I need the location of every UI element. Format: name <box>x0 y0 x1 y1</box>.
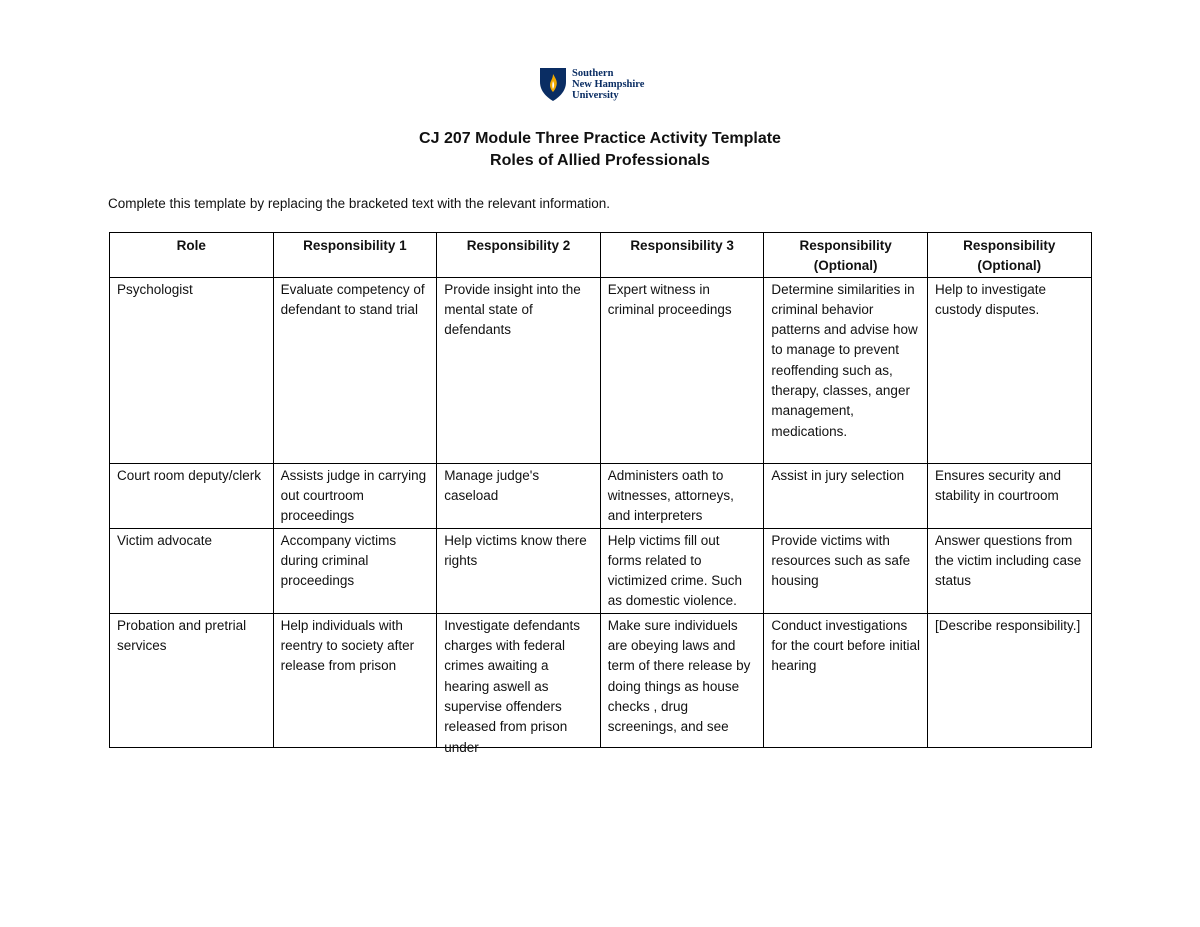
table-cell[interactable] <box>600 613 764 747</box>
table-cell[interactable] <box>273 613 437 747</box>
header-responsibility-optional-2: Responsibility (Optional) <box>927 233 1091 278</box>
table-cell[interactable]: Provide insight into the mental state of defendants <box>437 277 601 463</box>
table-row <box>110 528 1092 613</box>
table-cell[interactable] <box>927 613 1091 747</box>
table-cell[interactable]: Help victims know there rights <box>437 528 601 613</box>
table-cell[interactable]: Assist in jury selection <box>764 463 928 528</box>
table-cell[interactable] <box>110 613 274 747</box>
table-cell[interactable] <box>764 613 928 747</box>
table-cell[interactable]: Answer questions from the victim including case status <box>927 528 1091 613</box>
document-title: CJ 207 Module Three Practice Activity Template <box>419 130 781 147</box>
header-responsibility-2: Responsibility 2 <box>437 233 601 278</box>
table-cell[interactable]: Assists judge in carrying out courtroom proceedings <box>273 463 437 528</box>
table-cell[interactable]: Help to investigate custody disputes. <box>927 277 1091 463</box>
table-cell[interactable]: Manage judge's caseload <box>437 463 601 528</box>
table-row <box>110 463 1092 528</box>
table-cell[interactable]: Accompany victims during criminal proceedings <box>273 528 437 613</box>
header-responsibility-3: Responsibility 3 <box>600 233 764 278</box>
logo-line-2: New Hampshire <box>572 78 645 90</box>
table-row <box>110 277 1092 463</box>
table-cell[interactable]: Ensures security and stability in courtroom <box>927 463 1091 528</box>
cell-text: Make sure individuels are obeying laws and term of there release by doing things as house checks , drug screenings, and see <box>607 617 751 735</box>
roles-table <box>109 232 1092 755</box>
logo-line-3: University <box>572 89 619 101</box>
logo-wordmark <box>572 68 644 101</box>
table-cell[interactable]: Court room deputy/clerk <box>110 463 274 528</box>
table-header-row <box>110 233 1092 278</box>
table-cell[interactable]: Evaluate competency of defendant to stand trial <box>273 277 437 463</box>
table-cell[interactable]: Expert witness in criminal proceedings <box>600 277 764 463</box>
table-cell[interactable]: Determine similarities in criminal behavior patterns and advise how to manage to prevent reoffending such as, therapy, classes, anger management, medications. <box>764 277 928 463</box>
header-responsibility-optional-1: Responsibility (Optional) <box>764 233 928 278</box>
table-row <box>110 613 1092 747</box>
table-cell[interactable]: Help victims fill out forms related to victimized crime. Such as domestic violence. <box>600 528 764 613</box>
document-subtitle: Roles of Allied Professionals <box>490 152 710 169</box>
table-cell[interactable]: Provide victims with resources such as safe housing <box>764 528 928 613</box>
header-role: Role <box>110 233 274 278</box>
cell-text: Probation and pretrial services <box>117 617 247 654</box>
cell-text: Help individuals with reentry to society after release from prison <box>280 617 415 674</box>
table-cell[interactable] <box>437 613 601 755</box>
logo-line-1: Southern <box>572 67 614 79</box>
table-cell[interactable]: Psychologist <box>110 277 274 463</box>
cell-text: [Describe responsibility.] <box>934 617 1081 633</box>
shield-flame-icon <box>538 66 568 102</box>
table-cell[interactable]: Victim advocate <box>110 528 274 613</box>
table-cell[interactable]: Administers oath to witnesses, attorneys, and interpreters <box>600 463 764 528</box>
cell-text: Investigate defendants charges with federal crimes awaiting a hearing aswell as supervise offenders released from prison under <box>444 617 581 755</box>
cell-text: Conduct investigations for the court before initial hearing <box>771 617 920 674</box>
university-logo <box>538 64 644 104</box>
instructions-text: Complete this template by replacing the bracketed text with the relevant information. <box>108 196 611 211</box>
header-responsibility-1: Responsibility 1 <box>273 233 437 278</box>
